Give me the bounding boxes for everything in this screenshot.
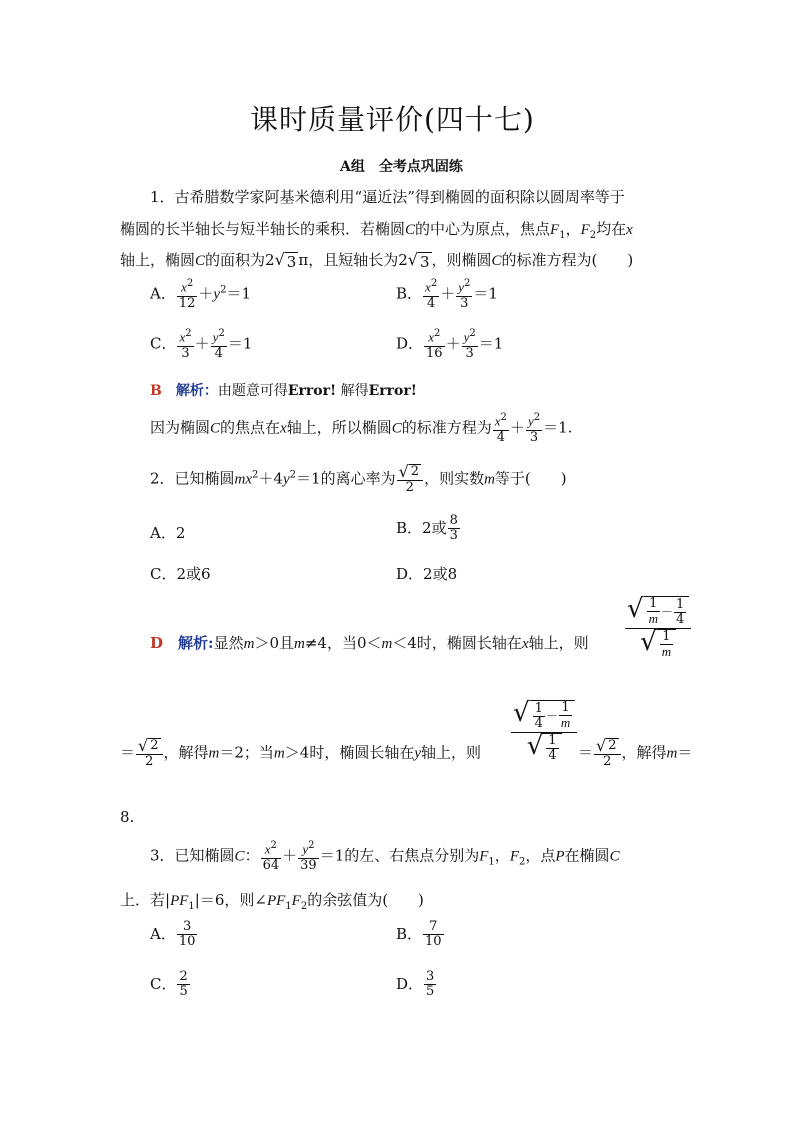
q2-option-c: C．2或6	[150, 565, 211, 583]
q2-sqrt-fraction-2: √ $\frac{1}{4}$ － $\frac{1}{m}$ √ $\frac{1}{4}$	[510, 700, 578, 763]
q1-option-b: B． $\frac{x^2}{4}$ ＋ $\frac{y^2}{3}$ ＝1	[396, 278, 498, 311]
page-title: 课时质量评价(四十七)	[250, 103, 535, 136]
q2-option-d: D．2或8	[396, 565, 458, 583]
q2-option-b: B．2或 $\frac{8}{3}$	[396, 513, 458, 544]
q1-solution: B 解析：由题意可得Error! 解得Error!	[150, 383, 417, 399]
q2-solution-line2-end: ＝ √ 2 2 ，解得m＝	[578, 736, 693, 769]
q3-option-b: B． $\frac{7}{10}$	[396, 919, 442, 950]
q2-solution-end: 8.	[120, 808, 135, 826]
q1-option-d: D． $\frac{x^2}{16}$ ＋ $\frac{y^2}{3}$ ＝1	[396, 328, 504, 361]
q2-option-a: A．2	[150, 524, 186, 542]
q1-solution-line2: 因为椭圆C的焦点在x轴上，所以椭圆C的标准方程为 $\frac{x^2}{4}$ ＋ $\frac{y^2}{3}$ ＝1.	[150, 412, 573, 445]
q2-sqrt-fraction-1: √ $\frac{1}{m}$ － $\frac{1}{4}$ √ $\frac{1}{m}$	[624, 596, 692, 660]
q1-option-a: A． $\frac{x^2}{12}$ $+y^2=1$	[150, 278, 251, 311]
q1-line3: 轴上，椭圆C的面积为2 √ 3 π，且短轴长为2 √ 3 ，则椭圆C的标准方程为( )	[120, 249, 634, 271]
group-heading: A组 全考点巩固练	[340, 159, 463, 175]
q3-option-d: D． $\frac{3}{5}$	[396, 969, 435, 1000]
q3-line2: 上．若$|PF_1|=6$，则$\angle PF_1F_2$的余弦值为( )	[120, 891, 424, 912]
q3-stem: 3．已知椭圆C： $\frac{x^2}{64}$ ＋ $\frac{y^2}{39}$ ＝1的左、右焦点分别为$F_1$，$F_2$，点P在椭圆C	[150, 840, 620, 873]
q2-solution-line2: ＝ √ 2 2 ，解得m＝2；当m＞4时，椭圆长轴在y轴上，则	[120, 736, 482, 769]
q2-stem: 2．已知椭圆$mx^2+4y^2=1$的离心率为 √ 2 2 ，则实数m等于( )	[150, 462, 567, 495]
q1-option-c: C． $\frac{x^2}{3}$ ＋ $\frac{y^2}{4}$ ＝1	[150, 328, 253, 361]
q3-option-c: C． $\frac{2}{5}$	[150, 969, 188, 1000]
q3-option-a: A． $\frac{3}{10}$	[150, 919, 196, 950]
q1-line2: 椭圆的长半轴长与短半轴长的乘积．若椭圆C的中心为原点，焦点$F_1$，$F_2$均在x	[120, 220, 633, 241]
q2-solution-line1: D 解析:显然m＞0且m≠4，当0＜m＜4时，椭圆长轴在x轴上，则	[150, 634, 589, 652]
q1-line1: 1．古希腊数学家阿基米德利用“逼近法”得到椭圆的面积除以圆周率等于	[150, 188, 625, 206]
